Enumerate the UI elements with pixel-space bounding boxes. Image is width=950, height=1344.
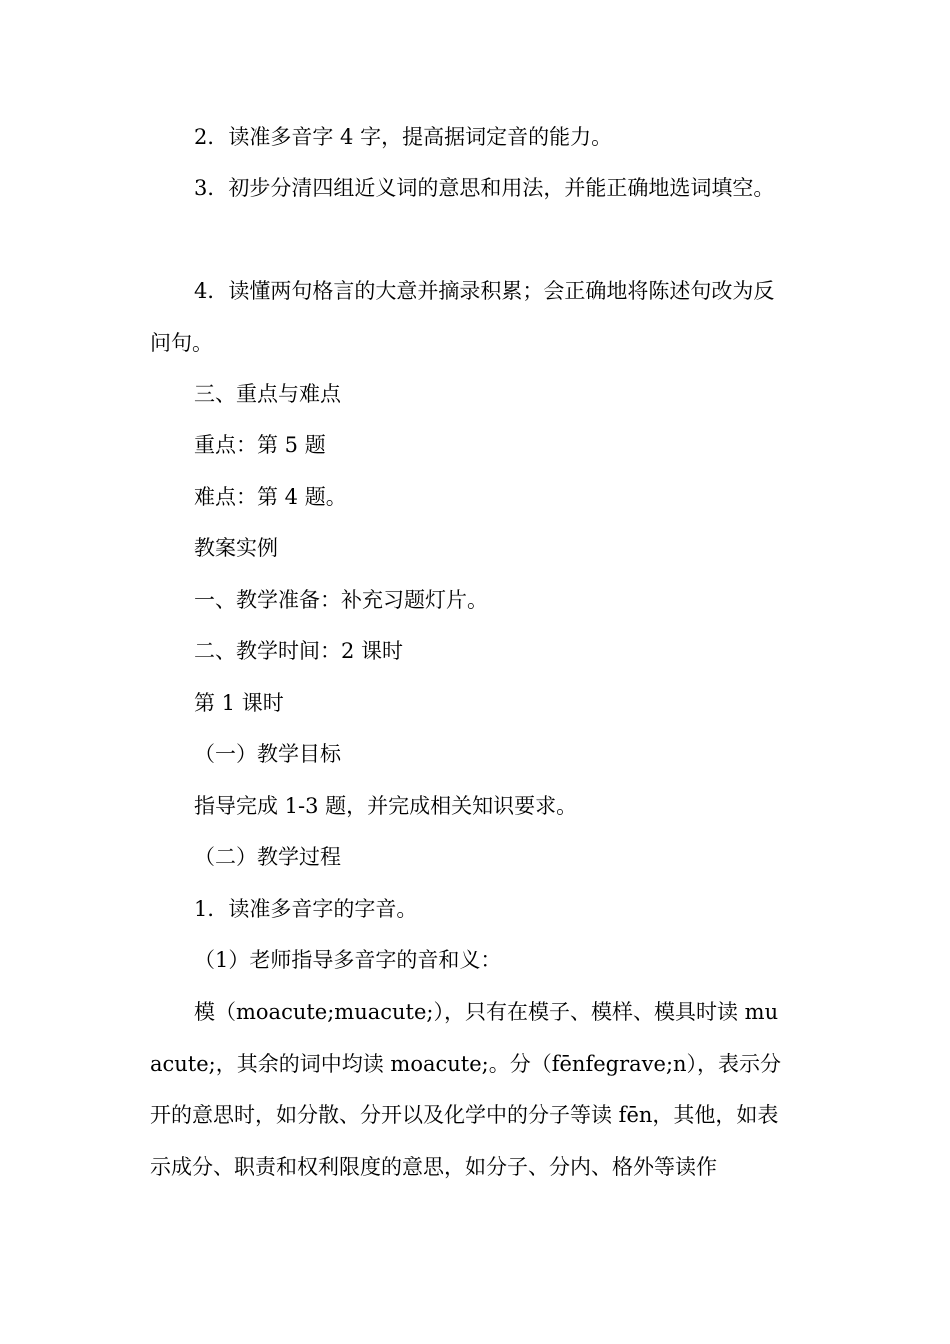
- paragraph-lesson-1: 第 1 课时: [194, 691, 284, 715]
- paragraph-goal-4: 4．读懂两句格言的大意并摘录积累；会正确地将陈述句改为反问句。: [150, 279, 775, 355]
- paragraph-polyphone-explanation: 模（moacute;muacute;），只有在模子、模样、模具时读 muacute;，其余的词中均读 moacute;。分（fēnfegrave;n），表示分开的意思时，如分散、分开以及化学中的分子等读 fēn，其他，如表示成分、职责和权利限度的意思，如分子、分内、格外等读作: [150, 1000, 782, 1179]
- paragraph-key-point: 重点：第 5 题: [194, 433, 326, 457]
- paragraph-time: 二、教学时间：2 课时: [194, 639, 404, 663]
- paragraph-difficulty: 难点：第 4 题。: [194, 485, 347, 509]
- paragraph-process-step-1-1: （1）老师指导多音字的音和义：: [194, 948, 502, 972]
- paragraph-preparation: 一、教学准备：补充习题灯片。: [194, 588, 488, 612]
- paragraph-goal-2: 2．读准多音字 4 字，提高据词定音的能力。: [194, 125, 613, 149]
- subheading-objectives: （一）教学目标: [194, 742, 341, 766]
- section-heading-key-points: 三、重点与难点: [194, 382, 341, 406]
- paragraph-objective-detail: 指导完成 1-3 题，并完成相关知识要求。: [194, 794, 578, 818]
- subheading-process: （二）教学过程: [194, 845, 341, 869]
- paragraph-process-step-1: 1．读准多音字的字音。: [194, 897, 418, 921]
- paragraph-goal-3: 3．初步分清四组近义词的意思和用法，并能正确地选词填空。: [194, 176, 775, 200]
- section-heading-lesson-example: 教案实例: [194, 536, 278, 560]
